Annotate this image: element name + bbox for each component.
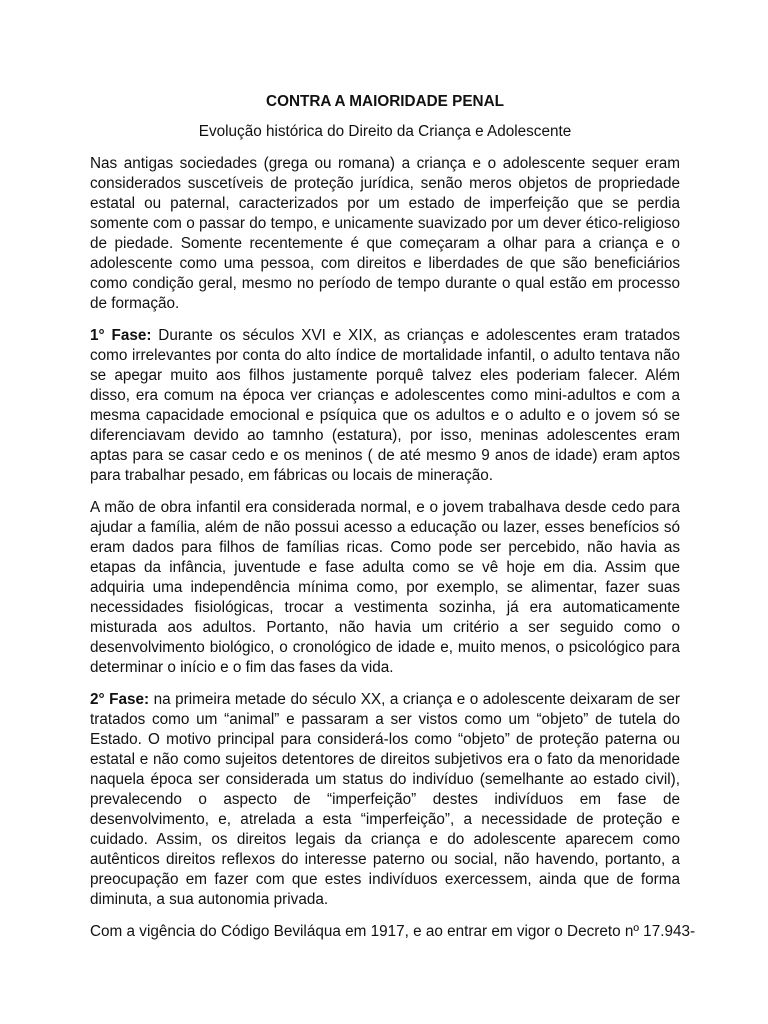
paragraph-fase-1 xyxy=(90,326,680,486)
paragraph-text: A mão de obra infantil era considerada normal, e o jovem trabalhava desde cedo para ajudar a família, além de não possui acesso a educação ou lazer, esses benefícios só eram dados para filhos de famílias ricas. Como pode ser percebido, não havia as etapas da infância, juventude e fase adulta como se vê hoje em dia. Assim que adquiria uma independência mínima como, por exemplo, se alimentar, fazer suas necessidades fisiológicas, trocar a vestimenta sozinha, já era automaticamente misturada aos adultos. Portanto, não havia um critério a ser seguido como o desenvolvimento biológico, o cronológico de idade e, muito menos, o psicológico para determinar o início e o fim das fases da vida. xyxy=(90,499,680,676)
document-subtitle: Evolução histórica do Direito da Criança e Adolescente xyxy=(198,123,572,140)
paragraph-mao-de-obra xyxy=(90,498,680,678)
paragraph-lead: 2° Fase: xyxy=(90,691,150,708)
paragraph-intro xyxy=(90,154,680,314)
paragraph-text: na primeira metade do século XX, a criança e o adolescente deixaram de ser tratados como um “animal” e passaram a ser vistos como um “objeto” de tutela do Estado. O motivo principal para considerá-los como “objeto” de proteção paterna ou estatal e não como sujeitos detentores de direitos subjetivos era o fato da menoridade naquela época ser considerada um status do indivíduo (semelhante ao estado civil), prevalecendo o aspecto de “imperfeição” destes indivíduos em fase de desenvolvimento, e, atrelada a esta “imperfeição”, a necessidade de proteção e cuidado. Assim, os direitos legais da criança e do adolescente aparecem como autênticos direitos reflexos do interesse paterno ou social, não havendo, portanto, a preocupação em fazer com que estes indivíduos exercessem, ainda que de forma diminuta, a sua autonomia privada. xyxy=(90,691,680,908)
paragraph-lead: 1° Fase: xyxy=(90,327,152,344)
document-page xyxy=(90,92,696,942)
paragraph-text: Durante os séculos XVI e XIX, as crianças e adolescentes eram tratados como irrelevantes por conta do alto índice de mortalidade infantil, o adulto tentava não se apegar muito aos filhos justamente porquê talvez eles poderiam falecer. Além disso, era comum na época ver crianças e adolescentes como mini-adultos e com a mesma capacidade emocional e psíquica que os adultos e o adulto e o jovem só se diferenciavam devido ao tamnho (estatura), por isso, meninas adolescentes eram aptas para se casar cedo e os meninos ( de até mesmo 9 anos de idade) eram aptos para trabalhar pesado, em fábricas ou locais de mineração. xyxy=(90,327,680,484)
paragraph-fase-2 xyxy=(90,690,680,910)
paragraph-text: Nas antigas sociedades (grega ou romana) a criança e o adolescente sequer eram considerados suscetíveis de proteção jurídica, senão meros objetos de propriedade estatal ou paternal, caracterizados por um estado de imperfeição que se perdia somente com o passar do tempo, e unicamente suavizado por um dever ético-religioso de piedade. Somente recentemente é que começaram a olhar para a criança e o adolescente como uma pessoa, com direitos e liberdades de que são beneficiários como condição geral, mesmo no período de tempo durante o qual estão em processo de formação. xyxy=(90,155,680,312)
document-title: CONTRA A MAIORIDADE PENAL xyxy=(266,93,504,110)
paragraph-codigo-bevilaqua: Com a vigência do Código Beviláqua em 1917, e ao entrar em vigor o Decreto nº 17.943- xyxy=(90,923,696,940)
